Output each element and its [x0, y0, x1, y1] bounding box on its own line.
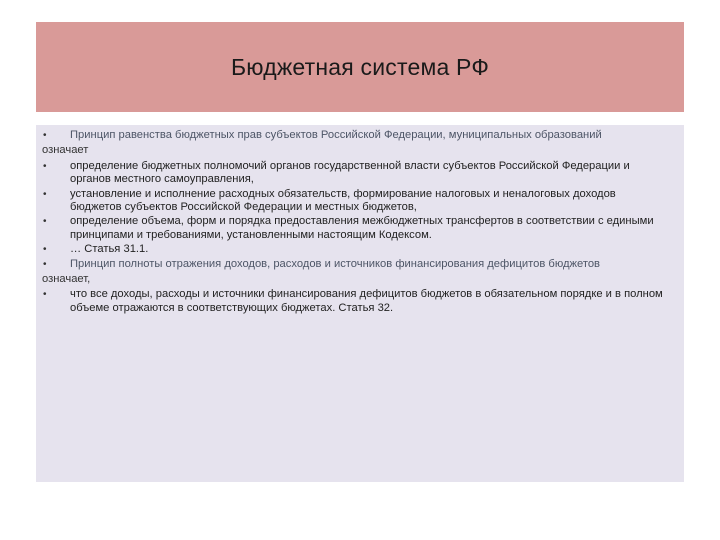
bullet-icon: •: [43, 160, 47, 172]
bullet-icon: •: [43, 244, 47, 256]
bullet-icon: •: [43, 130, 47, 141]
list-item-text: установление и исполнение расходных обязательств, формирование налоговых и неналоговых доходов бюджетов субъектов Российской Федерации и местных бюджетов,: [70, 187, 616, 214]
principle-item: [42, 129, 668, 142]
list-item: [42, 160, 668, 187]
bullet-icon: •: [43, 188, 47, 200]
list-item-text: что все доходы, расходы и источники финансирования дефицитов бюджетов в обязательном порядке и в полном объеме отражаются в соответствующих бюджетах. Статья 32.: [70, 288, 663, 314]
list-item: [42, 215, 668, 242]
list-item: [42, 243, 668, 256]
principle-text: Принцип равенства бюджетных прав субъектов Российской Федерации, муниципальных образований: [70, 129, 602, 141]
bullet-icon: •: [43, 258, 47, 270]
article-reference: … Статья 31.1.: [70, 243, 149, 256]
principle-item: [42, 258, 668, 271]
list-item: [42, 288, 668, 315]
list-item: [42, 188, 668, 215]
list-item-text: определение объема, форм и порядка предоставления межбюджетных трансфертов в соответствии с едиными принципами и требованиями, установленными настоящим Кодексом.: [70, 215, 654, 241]
slide-title: Бюджетная система РФ: [230, 53, 490, 80]
means-label: означает: [42, 144, 89, 157]
principle-text: Принцип полноты отражения доходов, расходов и источников финансирования дефицитов бюджетов: [70, 257, 600, 270]
bullet-icon: •: [43, 289, 47, 301]
bullet-icon: •: [43, 216, 47, 228]
means-label: означает,: [42, 273, 91, 286]
list-item-text: определение бюджетных полномочий органов государственной власти субъектов Российской Федерации и органов местного самоуправления,: [70, 159, 630, 186]
slide-header: [36, 22, 684, 112]
slide-content: [36, 125, 684, 482]
